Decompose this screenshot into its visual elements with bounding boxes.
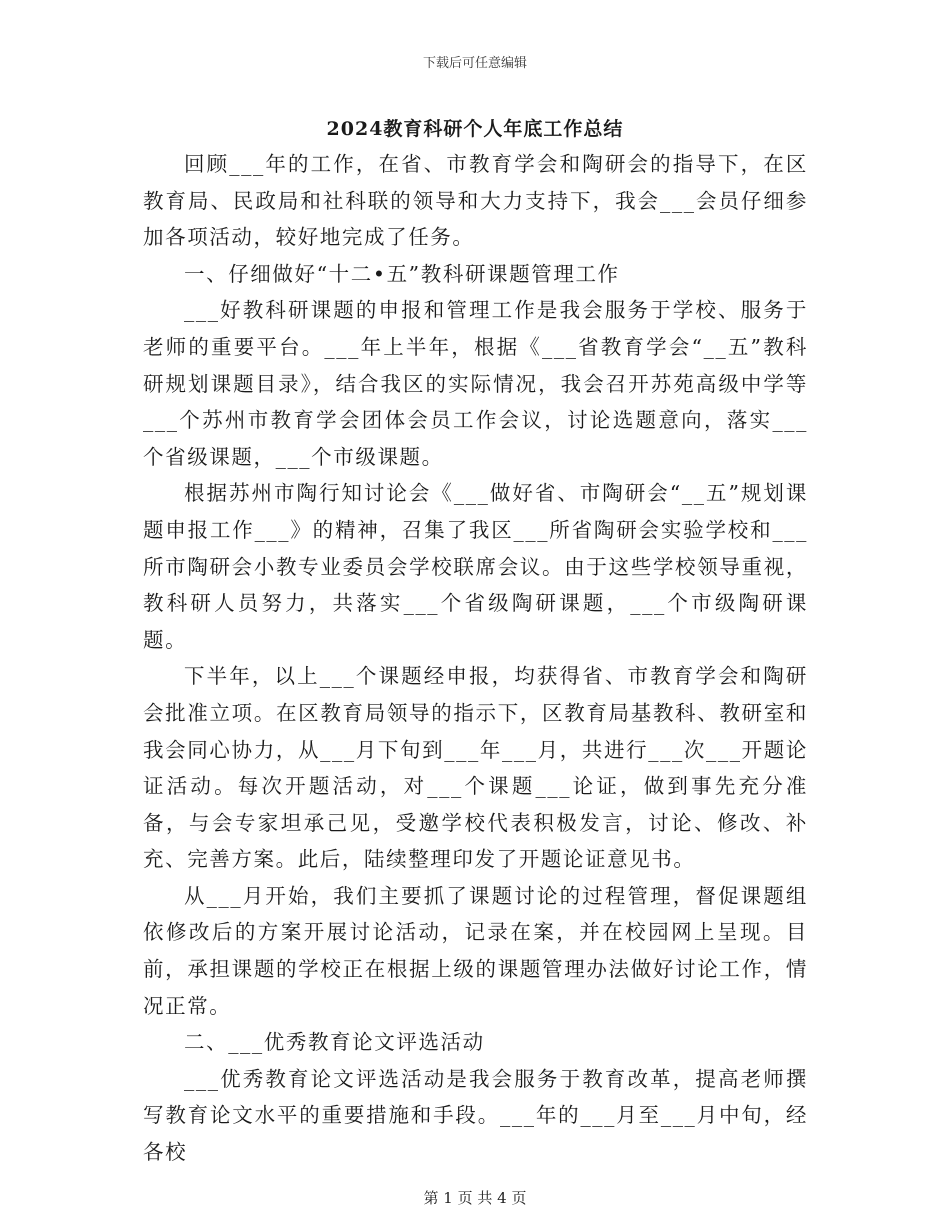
paragraph: 根据苏州市陶行知讨论会《___做好省、市陶研会“__五”规划课题申报工作___》的精神，召集了我区___所省陶研会实验学校和___所市陶研会小教专业委员会学校联席会议。由于这些学校领导重视，教科研人员努力，共落实___个省级陶研课题，___个市级陶研课题。 — [143, 481, 808, 652]
paragraph: ___优秀教育论文评选活动是我会服务于教育改革，提高老师撰写教育论文水平的重要措施和手段。___年的___月至___月中旬，经各校 — [143, 1066, 808, 1165]
page-number: 第 1 页 共 4 页 — [423, 1189, 527, 1207]
section-heading-1: 一、仔细做好“十二•五”教科研课题管理工作 — [184, 261, 620, 286]
page-header-note: 下载后可任意编辑 — [422, 56, 527, 71]
section-heading-2: 二、___优秀教育论文评选活动 — [184, 1030, 485, 1055]
paragraph-intro: 回顾___年的工作，在省、市教育学会和陶研会的指导下，在区教育局、民政局和社科联的领导和大力支持下，我会___会员仔细参加各项活动，较好地完成了任务。 — [143, 152, 808, 250]
document-body — [143, 146, 808, 1171]
document-title: 2024教育科研个人年底工作总结 — [326, 118, 624, 140]
paragraph: 下半年，以上___个课题经申报，均获得省、市教育学会和陶研会批准立项。在区教育局领导的指示下，区教育局基教科、教研室和我会同心协力，从___月下旬到___年___月，共进行___次___开题论证活动。每次开题活动，对___个课题___论证，做到事先充分准备，与会专家坦承己见，受邀学校代表积极发言，讨论、修改、补充、完善方案。此后，陆续整理印发了开题论证意见书。 — [143, 664, 808, 872]
paragraph: 从___月开始，我们主要抓了课题讨论的过程管理，督促课题组依修改后的方案开展讨论活动，记录在案，并在校园网上呈现。目前，承担课题的学校正在根据上级的课题管理办法做好讨论工作，情况正常。 — [143, 883, 808, 1018]
paragraph: ___好教科研课题的申报和管理工作是我会服务于学校、服务于老师的重要平台。___年上半年，根据《___省教育学会“__五”教科研规划课题目录》，结合我区的实际情况，我会召开苏苑高级中学等___个苏州市教育学会团体会员工作会议，讨论选题意向，落实___个省级课题，___个市级课题。 — [143, 298, 808, 469]
